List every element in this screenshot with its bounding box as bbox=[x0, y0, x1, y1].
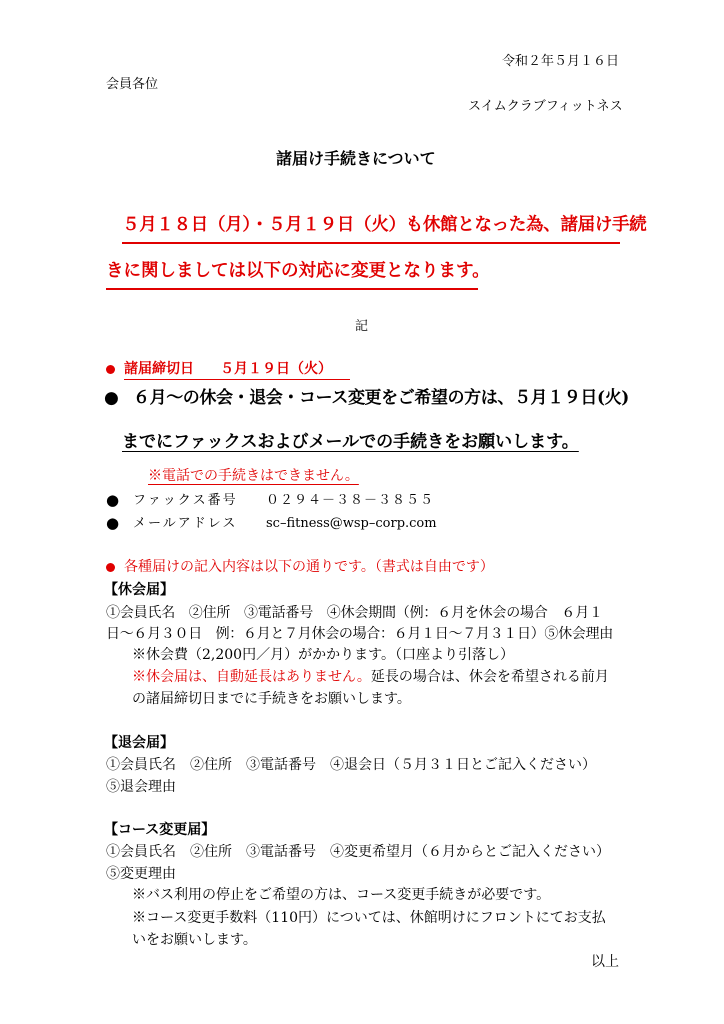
kyukai-auto-red: ※休会届は、自動延長はありません。 bbox=[132, 669, 371, 685]
request-line-1: ６月～の休会・退会・コース変更をご希望の方は、５月１９日(火) bbox=[133, 388, 629, 408]
course-line-2: ⑤変更理由 bbox=[106, 866, 176, 882]
notice-underline-2 bbox=[106, 288, 478, 290]
deadline-row bbox=[106, 362, 332, 376]
forms-intro bbox=[106, 560, 494, 574]
main-bullet-icon: ● bbox=[104, 388, 119, 408]
mail-address: sc–fitness@wsp–corp.com bbox=[266, 516, 437, 531]
deadline-underline bbox=[124, 379, 350, 380]
addressee: 会員各位 bbox=[106, 77, 159, 92]
ki-marker: 記 bbox=[355, 319, 369, 334]
course-note-2b: いをお願いします。 bbox=[132, 932, 257, 948]
fax-number: ０２９４－３８－３８５５ bbox=[266, 493, 435, 508]
course-line-1: ①会員氏名 ②住所 ③電話番号 ④変更希望月（６月からとご記入ください） bbox=[106, 844, 610, 860]
document-date: 令和２年５月１６日 bbox=[502, 54, 620, 69]
course-note-2a: ※コース変更手数料（110円）については、休館明けにフロントにてお支払 bbox=[132, 910, 606, 926]
sender: スイムクラブフィットネス bbox=[468, 99, 623, 114]
course-note-1: ※バス利用の停止をご希望の方は、コース変更手続きが必要です。 bbox=[132, 887, 551, 903]
kyukai-line-2: 日～６月３０日 例：６月と７月休会の場合：６月１日～７月３１日）⑤休会理由 bbox=[106, 626, 613, 642]
taikai-heading: 【退会届】 bbox=[104, 735, 174, 751]
forms-intro-text: 各種届けの記入内容は以下の通りです。（書式は自由です） bbox=[124, 559, 494, 575]
taikai-line-2: ⑤退会理由 bbox=[106, 779, 176, 795]
kyukai-fee: ※休会費（2,200円／月）がかかります。（口座より引落し） bbox=[132, 647, 514, 663]
notice-line-1: ５月１８日（月）・５月１９日（火）も休館となった為、諸届け手続 bbox=[122, 215, 647, 235]
closing: 以上 bbox=[591, 954, 619, 970]
fax-bullet-icon: ● bbox=[106, 491, 120, 509]
kyukai-heading: 【休会届】 bbox=[104, 582, 174, 598]
mail-bullet-icon: ● bbox=[106, 514, 120, 532]
phone-note: ※電話での手続きはできません。 bbox=[148, 468, 359, 484]
notice-line-2: きに関しましては以下の対応に変更となります。 bbox=[106, 261, 490, 281]
course-heading: 【コース変更届】 bbox=[104, 822, 216, 838]
mail-label: メールアドレス bbox=[133, 516, 238, 531]
red-bullet-icon bbox=[106, 563, 115, 572]
kyukai-line-1: ①会員氏名 ②住所 ③電話番号 ④休会期間（例：６月を休会の場合 ６月１ bbox=[106, 605, 603, 621]
red-bullet-icon bbox=[106, 365, 115, 374]
deadline-date: ５月１９日（火） bbox=[220, 361, 332, 377]
taikai-line-1: ①会員氏名 ②住所 ③電話番号 ④退会日（５月３１日とご記入ください） bbox=[106, 757, 596, 773]
kyukai-auto-black: 延長の場合は、休会を希望される前月 bbox=[370, 669, 609, 685]
notice-underline-1 bbox=[122, 242, 620, 244]
kyukai-auto-line-2: の諸届締切日までに手続きをお願いします。 bbox=[132, 691, 411, 707]
request-line-2: までにファックスおよびメールでの手続きをお願いします。 bbox=[122, 432, 579, 452]
kyukai-auto bbox=[132, 670, 609, 684]
fax-label: ファックス番号 bbox=[133, 493, 238, 508]
deadline-label: 諸届締切日 bbox=[124, 361, 194, 377]
page-title: 諸届け手続きについて bbox=[276, 149, 436, 168]
